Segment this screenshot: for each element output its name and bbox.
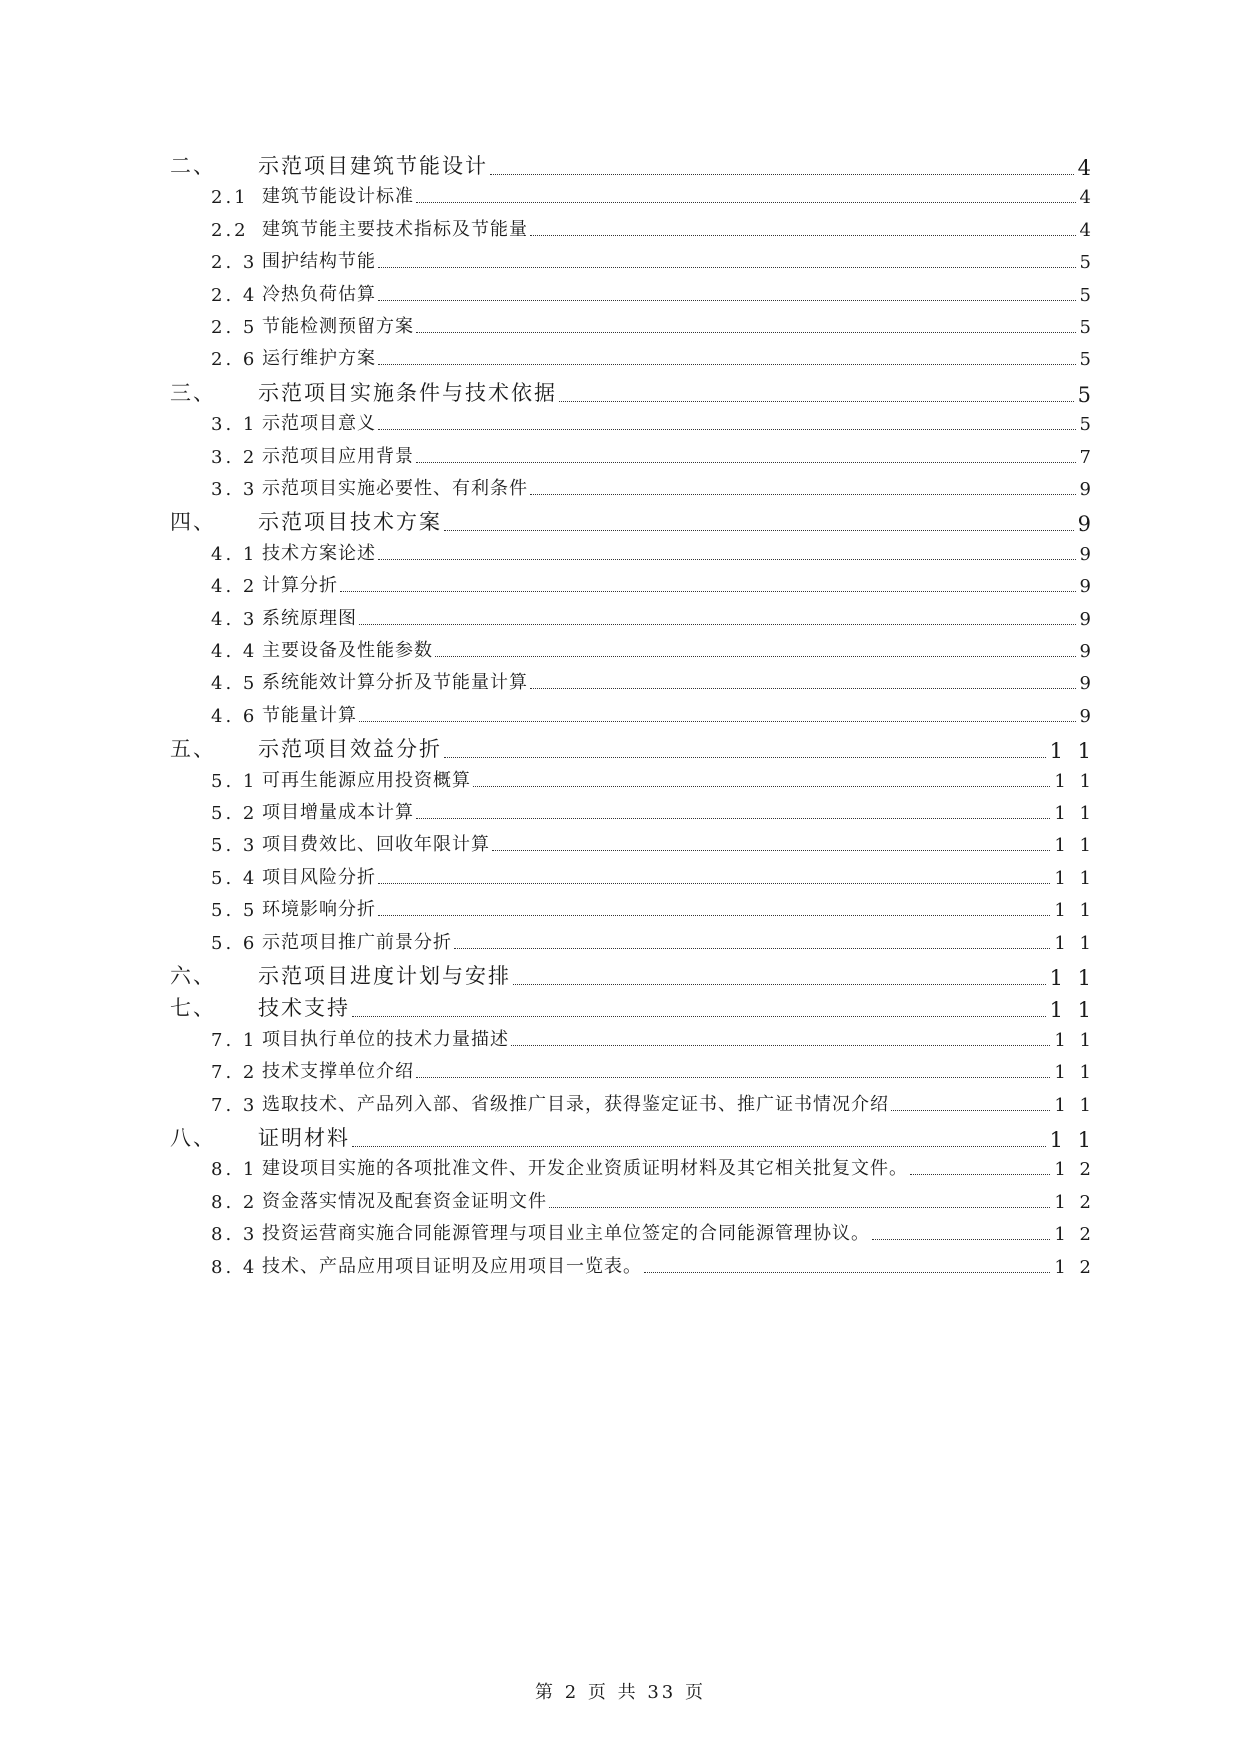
toc-dot-leader [444,530,1074,531]
toc-entry-title: 运行维护方案 [262,348,376,370]
toc-section-entry [211,539,1095,565]
toc-dot-leader [530,688,1076,689]
toc-dot-leader [416,818,1050,819]
toc-section-entry [211,1154,1095,1181]
toc-entry-page-number: 5 [1077,382,1095,407]
toc-entry-number: 2.2 [211,219,249,241]
toc-entry-title: 系统能效计算分折及节能量计算 [262,672,528,694]
toc-entry-number: 3. 3 [211,479,258,500]
toc-entry-page-number: 1 1 [1054,1062,1095,1084]
toc-entry-title: 示范项目推广前景分折 [262,931,452,953]
toc-dot-leader [378,364,1076,365]
toc-dot-leader [511,1045,1050,1046]
toc-section-entry [211,701,1095,727]
toc-dot-leader [378,429,1076,430]
toc-entry-page-number: 1 1 [1054,803,1095,824]
toc-entry-page-number: 5 [1079,317,1095,338]
toc-dot-leader [416,332,1076,333]
toc-entry-number: 七、 [170,996,216,1021]
toc-section-entry [211,636,1095,662]
toc-entry-number: 8. 4 [211,1256,258,1278]
toc-entry-title: 示范项目进度计划与安排 [258,964,511,988]
toc-entry-page-number: 9 [1077,512,1095,537]
toc-chapter-entry [170,377,1095,407]
toc-entry-number: 八、 [170,1126,216,1150]
toc-chapter-entry [170,733,1095,764]
toc-entry-title: 主要设备及性能参数 [262,640,433,661]
toc-entry-page-number: 5 [1079,284,1095,306]
toc-entry-page-number: 7 [1079,446,1095,468]
toc-entry-title: 系统原理图 [262,607,357,629]
toc-entry-page-number: 9 [1079,576,1095,598]
toc-entry-number: 2. 3 [211,252,258,274]
toc-entry-page-number: 5 [1079,414,1095,436]
toc-entry-title: 项目费效比、回收年限计算 [262,834,490,856]
toc-dot-leader [359,624,1076,625]
toc-dot-leader [513,984,1046,985]
toc-entry-title: 示范项目效益分折 [258,737,442,762]
toc-entry-page-number: 4 [1079,187,1095,209]
toc-entry-number: 8. 2 [211,1191,258,1213]
toc-entry-number: 3. 1 [211,414,258,436]
toc-entry-page-number: 1 1 [1054,770,1095,792]
toc-entry-page-number: 1 1 [1049,739,1095,764]
toc-entry-page-number: 1 1 [1054,835,1095,857]
toc-entry-title: 示范项目实施必要性、有利条件 [262,478,528,499]
toc-dot-leader [473,786,1050,787]
toc-dot-leader [559,401,1074,402]
toc-dot-leader [454,948,1050,949]
toc-dot-leader [891,1110,1050,1111]
toc-entry-page-number: 1 1 [1049,1128,1095,1152]
toc-dot-leader [490,174,1074,175]
toc-dot-leader [378,883,1050,884]
toc-dot-leader [378,300,1076,301]
toc-entry-page-number: 9 [1079,608,1095,630]
toc-entry-title: 技术、产品应用项目证明及应用项目一览表。 [262,1255,642,1277]
toc-entry-title: 示范项目意义 [262,413,376,435]
toc-entry-number: 4. 1 [211,543,258,565]
toc-entry-number: 5. 4 [211,867,258,889]
toc-entry-title: 环境影响分折 [262,899,376,921]
toc-entry-number: 4. 5 [211,673,258,695]
toc-entry-page-number: 1 1 [1054,900,1095,922]
toc-section-entry [211,928,1095,954]
toc-dot-leader [530,494,1076,495]
toc-entry-number: 4. 3 [211,608,258,630]
toc-entry-number: 四、 [170,510,216,535]
toc-section-entry [211,1219,1095,1246]
toc-entry-number: 8. 1 [211,1159,258,1181]
toc-entry-title: 可再生能源应用投资概算 [262,769,471,791]
toc-entry-page-number: 1 2 [1054,1224,1095,1246]
toc-entry-page-number: 1 1 [1049,966,1095,990]
toc-entry-page-number: 1 1 [1054,1094,1095,1116]
toc-dot-leader [530,235,1076,236]
toc-entry-page-number: 5 [1079,349,1095,371]
toc-dot-leader [352,1146,1046,1147]
toc-entry-number: 7. 2 [211,1062,258,1084]
toc-entry-title: 技术支撑单位介绍 [262,1061,414,1083]
toc-dot-leader [416,462,1076,463]
toc-dot-leader [352,1016,1046,1017]
toc-dot-leader [416,202,1076,203]
toc-entry-title: 建筑节能主要技术指标及节能量 [262,218,528,240]
toc-entry-page-number: 5 [1079,252,1095,274]
toc-section-entry [211,247,1095,274]
toc-dot-leader [378,267,1076,268]
toc-entry-page-number: 4 [1077,156,1095,180]
toc-entry-number: 2. 4 [211,284,258,306]
toc-entry-number: 5. 6 [211,932,258,954]
toc-entry-page-number: 1 1 [1054,1029,1095,1051]
toc-entry-title: 技术支持 [258,996,350,1021]
toc-entry-number: 2. 6 [211,349,258,371]
toc-entry-title: 技术方案论述 [262,542,376,564]
toc-section-entry [211,1090,1095,1116]
toc-entry-title: 项目增量成本计算 [262,802,414,823]
toc-entry-page-number: 9 [1079,479,1095,500]
toc-dot-leader [378,559,1076,560]
toc-section-entry [211,830,1095,857]
toc-chapter-entry [170,960,1095,990]
toc-section-entry [211,1057,1095,1084]
toc-entry-title: 资金落实情况及配套资金证明文件 [262,1190,547,1212]
toc-section-entry [211,668,1095,695]
toc-section-entry [211,409,1095,436]
toc-dot-leader [872,1239,1050,1240]
toc-entry-number: 5. 1 [211,770,258,792]
toc-section-entry [211,863,1095,889]
toc-section-entry [211,474,1095,500]
toc-section-entry [211,798,1095,824]
toc-entry-number: 2. 5 [211,317,258,338]
toc-entry-title: 示范项目实施条件与技术依据 [258,380,557,405]
toc-entry-title: 节能检测预留方案 [262,316,414,337]
toc-entry-title: 建设项目实施的各项批准文件、开发企业资质证明材料及其它相关批复文件。 [262,1158,908,1180]
toc-dot-leader [359,721,1076,722]
toc-entry-number: 5. 3 [211,835,258,857]
toc-entry-number: 5. 5 [211,900,258,922]
toc-dot-leader [435,656,1076,657]
toc-section-entry [211,604,1095,630]
toc-entry-number: 三、 [170,380,216,405]
toc-entry-title: 投资运营商实施合同能源管理与项目业主单位签定的合同能源管理协议。 [262,1223,870,1245]
toc-chapter-entry [170,150,1095,180]
toc-entry-page-number: 9 [1079,673,1095,695]
toc-entry-page-number: 9 [1079,641,1095,662]
toc-dot-leader [416,1077,1050,1078]
toc-dot-leader [644,1272,1050,1273]
toc-dot-leader [340,591,1076,592]
toc-entry-number: 4. 2 [211,576,258,598]
toc-entry-title: 冷热负荷估算 [262,283,376,305]
toc-entry-title: 节能量计算 [262,704,357,726]
toc-entry-title: 围护结构节能 [262,251,376,273]
toc-section-entry [211,182,1095,209]
toc-section-entry [211,1252,1095,1278]
toc-entry-page-number: 9 [1079,705,1095,727]
toc-entry-title: 项目风险分折 [262,866,376,888]
toc-entry-page-number: 4 [1079,219,1095,241]
toc-dot-leader [492,850,1050,851]
toc-entry-page-number: 9 [1079,543,1095,565]
toc-entry-title: 示范项目技术方案 [258,510,442,535]
toc-entry-number: 5. 2 [211,803,258,824]
toc-entry-number: 二、 [170,154,216,178]
toc-entry-title: 建筑节能设计标准 [262,186,414,208]
toc-chapter-entry [170,506,1095,537]
toc-entry-number: 4. 4 [211,641,258,662]
toc-dot-leader [910,1174,1050,1175]
toc-section-entry [211,1025,1095,1051]
toc-section-entry [211,571,1095,598]
toc-entry-number: 7. 1 [211,1029,258,1051]
toc-entry-title: 示范项目建筑节能设计 [258,154,488,178]
toc-entry-title: 项目执行单位的技术力量描述 [262,1028,509,1050]
toc-entry-page-number: 1 1 [1049,998,1095,1023]
toc-section-entry [211,895,1095,922]
toc-entry-title: 选取技术、产品列入部、省级推广目录，获得鉴定证书、推广证书情况介绍 [262,1093,889,1115]
toc-entry-page-number: 1 1 [1054,932,1095,954]
toc-entry-number: 7. 3 [211,1094,258,1116]
toc-entry-title: 计算分折 [262,575,338,597]
toc-entry-page-number: 1 2 [1054,1256,1095,1278]
toc-section-entry [211,442,1095,468]
toc-entry-number: 8. 3 [211,1224,258,1246]
toc-entry-page-number: 1 2 [1054,1191,1095,1213]
toc-dot-leader [378,915,1050,916]
toc-entry-page-number: 1 2 [1054,1159,1095,1181]
page-footer: 第 2 页 共 33 页 [535,1682,706,1703]
toc-entry-number: 2.1 [211,187,249,209]
toc-section-entry [211,344,1095,371]
toc-section-entry [211,280,1095,306]
toc-entry-number: 五、 [170,737,216,762]
toc-dot-leader [444,757,1046,758]
toc-chapter-entry [170,992,1095,1023]
toc-dot-leader [549,1207,1050,1208]
toc-section-entry [211,215,1095,241]
toc-chapter-entry [170,1122,1095,1152]
toc-entry-number: 六、 [170,964,216,988]
toc-section-entry [211,1187,1095,1213]
toc-section-entry [211,312,1095,338]
toc-entry-page-number: 1 1 [1054,867,1095,889]
toc-entry-number: 4. 6 [211,705,258,727]
toc-entry-title: 示范项目应用背景 [262,445,414,467]
toc-section-entry [211,766,1095,792]
toc-entry-title: 证明材料 [258,1126,350,1150]
toc-entry-number: 3. 2 [211,446,258,468]
